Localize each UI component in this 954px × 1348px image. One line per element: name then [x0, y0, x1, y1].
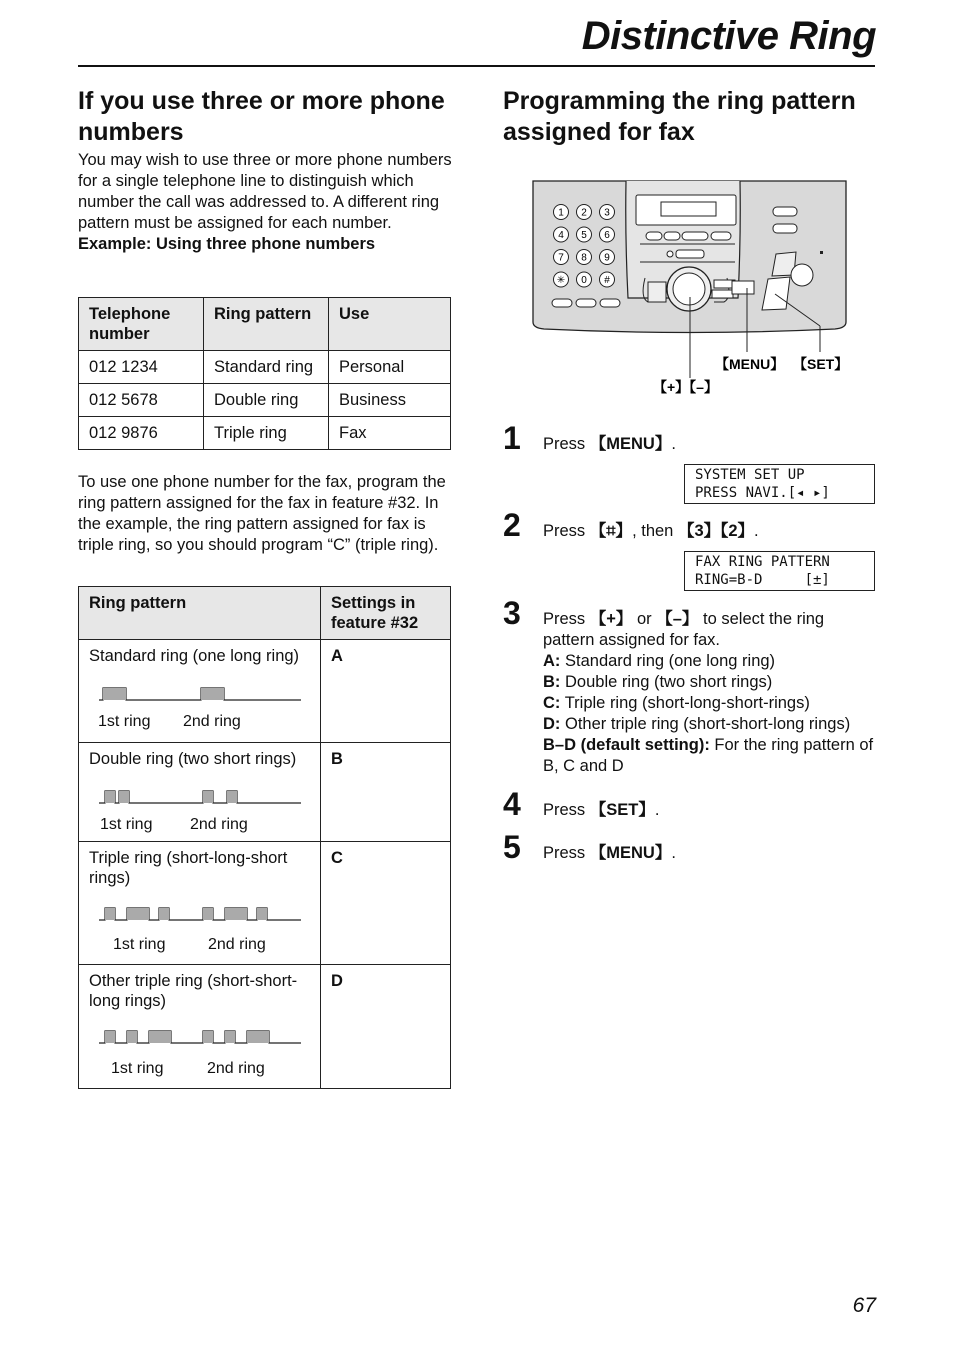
second-ring-label: 2nd ring — [190, 816, 248, 833]
table-cell: Business — [329, 384, 451, 417]
table-cell: Double ring — [204, 384, 329, 417]
second-ring-label: 2nd ring — [207, 1060, 265, 1077]
setting-value: C — [321, 842, 451, 965]
section-heading-programming: Programming the ring pattern assigned for fax — [503, 87, 856, 146]
fax-machine-panel-illustration — [530, 178, 860, 403]
ring-pattern-name: Standard ring (one long ring) — [89, 647, 300, 665]
ring-pattern-name: Other triple ring (short-short-long rings) — [89, 972, 298, 1010]
lcd-display-fax-ring-pattern: FAX RING PATTERN RING=B-D [±] — [684, 551, 875, 591]
page-number: 67 — [852, 1294, 876, 1317]
menu-button-label: 【MENU】 — [715, 356, 785, 372]
plus-minus-button-label: 【+】【–】 — [653, 379, 718, 395]
title-rule — [78, 65, 875, 67]
option-b: B: Double ring (two short rings) — [543, 673, 773, 691]
step-text: Press 【MENU】. — [543, 844, 676, 862]
keypad-key-label: ✳ — [556, 275, 566, 286]
keypad-key-label: # — [604, 275, 610, 286]
table-cell: 012 5678 — [79, 384, 204, 417]
table-cell: Triple ring — [204, 417, 329, 450]
table-row — [79, 351, 451, 384]
table-header: Telephone number — [79, 298, 204, 351]
menu-key: 【MENU】 — [589, 435, 672, 453]
ring-pattern-diagram-d — [89, 1029, 303, 1059]
setting-value: D — [321, 965, 451, 1089]
step-text: Press 【+】 or 【–】 to select the ring pattern assigned for fax. A: Standard ring (one long ring) B: Double ring (two short rings) C: Triple ring (short-long-short-rings) D: Other triple ring (short-short-long rings) B–D (default setting): For the ring pattern of B, C and D — [543, 609, 878, 777]
table-cell: Standard ring — [204, 351, 329, 384]
option-d: D: Other triple ring (short-short-long rings) — [543, 715, 851, 733]
ring-pattern-diagram-c — [89, 906, 303, 936]
intro-paragraph — [78, 150, 453, 255]
table-header: Use — [329, 298, 451, 351]
ring-pattern-name: Triple ring (short-long-short rings) — [89, 849, 288, 887]
page-title: Distinctive Ring — [581, 14, 876, 58]
intro-text: You may wish to use three or more phone numbers for a single telephone line to distinguish which number the call was addressed to. A different ring pattern must be assigned for each number. — [78, 151, 452, 232]
table-cell: Personal — [329, 351, 451, 384]
table-row — [79, 965, 451, 1089]
step-text: Press 【⌗】, then 【3】【2】. — [543, 522, 759, 540]
table-row — [79, 417, 451, 450]
keypad-key-label: 9 — [604, 252, 610, 264]
first-ring-label: 1st ring — [113, 936, 166, 953]
keypad-key-label: 2 — [581, 207, 587, 219]
ring-pattern-table — [78, 586, 451, 1089]
lcd-display-system-set-up: SYSTEM SET UP PRESS NAVI.[◂ ▸] — [684, 464, 875, 504]
example-label: Example: Using three phone numbers — [78, 235, 376, 253]
step-text: Press 【MENU】. — [543, 435, 676, 453]
minus-key: 【–】 — [656, 610, 699, 628]
plus-key: 【+】 — [589, 610, 633, 628]
phone-number-table — [78, 297, 451, 450]
table-header: Ring pattern — [204, 298, 329, 351]
table-row — [79, 384, 451, 417]
option-default: B–D (default setting): For the ring pattern of B, C and D — [543, 736, 874, 775]
keypad-key-label: 6 — [604, 230, 610, 241]
table-row — [79, 640, 451, 743]
first-ring-label: 1st ring — [100, 816, 153, 833]
keypad-key-label: 7 — [558, 252, 564, 264]
step-number: 1 — [503, 420, 521, 456]
table-row — [79, 842, 451, 965]
second-ring-label: 2nd ring — [183, 713, 241, 730]
keypad-key-label: 0 — [581, 275, 587, 286]
digit-keys: 【3】【2】 — [677, 522, 755, 540]
step-text: Press 【SET】. — [543, 801, 660, 819]
second-ring-label: 2nd ring — [208, 936, 266, 953]
set-button-label: 【SET】 — [793, 356, 849, 372]
table-header: Settings in feature #32 — [321, 587, 451, 640]
set-key: 【SET】 — [589, 801, 655, 819]
table-cell: Fax — [329, 417, 451, 450]
step-number: 5 — [503, 829, 521, 865]
hash-key: 【⌗】 — [589, 522, 633, 540]
section-heading-phone-numbers: If you use three or more phone numbers — [78, 87, 445, 146]
step-number: 4 — [503, 786, 521, 822]
step-number: 2 — [503, 507, 521, 543]
keypad-key-label: 3 — [604, 207, 610, 219]
keypad-key-label: 1 — [558, 207, 564, 219]
table-cell: 012 1234 — [79, 351, 204, 384]
ring-pattern-name: Double ring (two short rings) — [89, 750, 297, 768]
keypad-key-label: 5 — [581, 230, 587, 241]
first-ring-label: 1st ring — [111, 1060, 164, 1077]
first-ring-label: 1st ring — [98, 713, 151, 730]
menu-key: 【MENU】 — [589, 844, 672, 862]
table-cell: 012 9876 — [79, 417, 204, 450]
table-row — [79, 743, 451, 842]
step-number: 3 — [503, 595, 521, 631]
fax-ring-paragraph: To use one phone number for the fax, program the ring pattern assigned for the fax in feature #32. In the example, the ring pattern assigned for fax is triple ring, so you should program “C” (triple ring). — [78, 473, 446, 554]
option-c: C: Triple ring (short-long-short-rings) — [543, 694, 810, 712]
setting-value: A — [321, 640, 451, 743]
setting-value: B — [321, 743, 451, 842]
keypad-key-label: 4 — [558, 230, 564, 241]
option-a: A: Standard ring (one long ring) — [543, 652, 776, 670]
keypad-key-label: 8 — [581, 252, 587, 264]
table-header: Ring pattern — [79, 587, 321, 640]
